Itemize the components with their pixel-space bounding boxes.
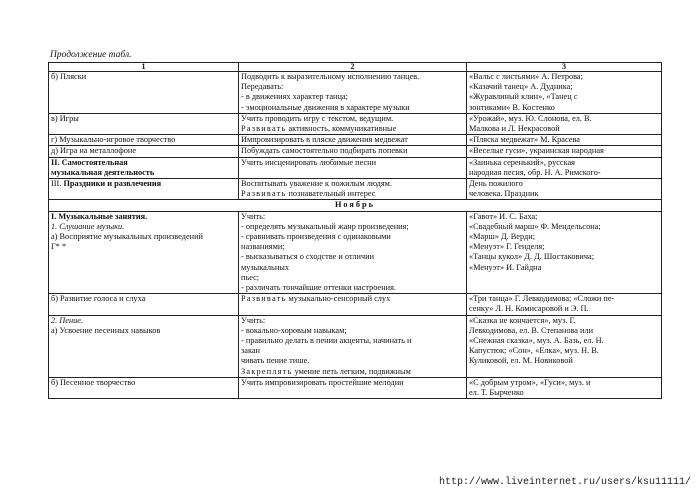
watermark-url[interactable]: http://www.liveinternet.ru/users/ksu11111/ (438, 477, 691, 488)
table-row (49, 72, 662, 114)
activity-line: б) Развитие голоса и слуха (51, 294, 146, 304)
repertoire-cell (467, 146, 662, 157)
goal-line: - определять музыкальный жанр произведения; (241, 221, 409, 231)
table-row (49, 113, 662, 134)
header-row (49, 63, 662, 72)
repertoire-line: «Журавлиный клин», «Танец с (469, 92, 578, 102)
activity-line: в) Игры (51, 113, 79, 123)
table-caption: Продолжение табл. (50, 50, 132, 60)
repertoire-line: «Три танца» Г. Левкодимова; «Сложи пе- (469, 294, 615, 304)
section-title: I. Музыкальные занятия. (51, 211, 148, 221)
goal-line: - высказываться о сходстве и отличии (241, 252, 375, 262)
header-cell: 3 (467, 63, 662, 72)
goal-line: Развивать познавательный интерес (241, 189, 376, 199)
repertoire-line: «Гавот» И. С. Баха; (469, 211, 538, 221)
activity-cell (49, 315, 239, 377)
activity-cell (49, 113, 239, 134)
table-row (49, 135, 662, 146)
repertoire-cell (467, 294, 662, 315)
repertoire-line: Левкодимова, ел. В. Степанова или (469, 325, 594, 335)
goals-cell (239, 211, 467, 294)
header-cell: 1 (49, 63, 239, 72)
repertoire-line: «Вальс с листьями» А. Петрова; (469, 72, 583, 81)
table-row (49, 157, 662, 178)
goal-line: закан (241, 346, 260, 356)
activity-line: а) Усвоение песенных навыков (51, 325, 161, 335)
activity-cell (49, 146, 239, 157)
repertoire-line: человека. Праздник (469, 189, 539, 199)
month-title: Ноябрь (49, 200, 662, 211)
repertoire-line: «Пляска медвежат» М. Красева (469, 135, 580, 145)
goal-line: Воспитывать уважение к пожилым людям. (241, 179, 392, 189)
goals-cell (239, 146, 467, 157)
activity-cell (49, 377, 239, 398)
lesson-plan-table (48, 62, 662, 399)
goals-cell (239, 113, 467, 134)
goal-line: Побуждать самостоятельно подбирать попевки (241, 146, 408, 156)
activity-cell (49, 157, 239, 178)
table-row (49, 377, 662, 398)
repertoire-line: народная песня, обр. Н. А. Римского- (469, 167, 601, 177)
goal-line: Учить импровизировать простейшие мелодии (241, 377, 404, 387)
activity-line: г) Музыкально-игровое творчество (51, 135, 176, 145)
subsection-title: 1. Слушание музыки. (51, 221, 125, 231)
activity-line: III. Праздники и развлечения (51, 179, 162, 189)
goal-line: - правильно делать в пении акценты, начинать и (241, 336, 412, 346)
goal-line: Подводить к выразительному исполнению танцев. (241, 72, 420, 81)
activity-line: а) Восприятие музыкальных произведений (51, 232, 203, 242)
goal-line: Передавать: (241, 82, 284, 92)
goals-cell (239, 157, 467, 178)
activity-line: б) Пляски (51, 72, 87, 81)
goal-line: Учить: (241, 315, 266, 325)
activity-cell (49, 294, 239, 315)
activity-cell (49, 72, 239, 114)
goal-line: музыкальных (241, 262, 289, 272)
activity-cell (49, 211, 239, 294)
repertoire-line: ел. Т. Бырченко (469, 388, 524, 398)
repertoire-cell (467, 157, 662, 178)
goal-line: пьес; (241, 272, 260, 282)
goal-line: - эмоциональные движения в характере музыки (241, 102, 410, 112)
goal-line: чивать пение тише. (241, 356, 310, 366)
repertoire-line: сенку» Л. Н. Комисаровой и Э. П. (469, 304, 589, 314)
repertoire-line: День пожилого (469, 179, 523, 189)
activity-line: б) Песенное творчество (51, 377, 136, 387)
goals-cell (239, 315, 467, 377)
repertoire-line: «Веселые гуси», украинская народная (469, 146, 604, 156)
goal-line: Развивать активность, коммуникативные (241, 124, 397, 134)
repertoire-line: «Свадебный марш» Ф. Мендельсона; (469, 221, 601, 231)
repertoire-line: «С добрым утром», «Гуси», муз. и (469, 377, 591, 387)
repertoire-cell (467, 72, 662, 114)
repertoire-line: «Снежная сказка», муз. А. Базь, ел. Н. (469, 336, 604, 346)
goals-cell (239, 72, 467, 114)
goals-cell (239, 179, 467, 200)
activity-cell (49, 179, 239, 200)
repertoire-cell (467, 211, 662, 294)
subsection-title: 2. Пение. (51, 315, 83, 325)
activity-line: музыкальная деятельность (51, 167, 155, 177)
repertoire-cell (467, 179, 662, 200)
month-row (49, 200, 662, 211)
repertoire-line: зонтиками» В. Костенко (469, 102, 555, 112)
goal-line: Развивать музыкально-сенсорный слух (241, 294, 391, 304)
activity-cell (49, 135, 239, 146)
goal-line: Импровизировать в пляске движения медвежат (241, 135, 408, 145)
table-row (49, 146, 662, 157)
goal-line: Учить проводить игру с текстом, ведущим. (241, 113, 394, 123)
repertoire-line: «Танцы кукол» Д. Д. Шостаковича; (469, 252, 595, 262)
repertoire-cell (467, 113, 662, 134)
goals-cell (239, 294, 467, 315)
repertoire-cell (467, 135, 662, 146)
table-row (49, 315, 662, 377)
table-row (49, 211, 662, 294)
repertoire-cell (467, 315, 662, 377)
table-row (49, 179, 662, 200)
repertoire-line: «Менуэт» Г. Генделя; (469, 242, 545, 252)
repertoire-cell (467, 377, 662, 398)
goals-cell (239, 377, 467, 398)
repertoire-line: «Казачий танец» А. Дудника; (469, 82, 573, 92)
goal-line: Учить: (241, 211, 266, 221)
goal-line: - вокально-хоровым навыкам; (241, 325, 347, 335)
activity-line: II. Самостоятельная (51, 157, 128, 167)
goal-line: Закреплять умение петь легким, подвижным (241, 366, 411, 376)
repertoire-line: «Заинька серенький», русская (469, 157, 575, 167)
goal-line: - различать тончайшие оттенки настроения. (241, 283, 396, 293)
repertoire-line: Капустюк; «Сон», «Елка», муз. Н. В. (469, 346, 599, 356)
repertoire-line: Куликовой, ел. М. Новиковой (469, 356, 573, 366)
goal-line: Учить инсценировать любимые песни (241, 157, 377, 167)
goal-line: названиями; (241, 242, 285, 252)
table-row (49, 294, 662, 315)
repertoire-line: «Сказка не кончается», муз. Г. (469, 315, 576, 325)
goal-line: - сравнивать произведения с одинаковыми (241, 232, 391, 242)
repertoire-line: «Марш» Д. Верди; (469, 232, 535, 242)
goal-line: - в движениях характер танца; (241, 92, 348, 102)
repertoire-line: Малкова и Л. Некрасовой (469, 124, 560, 134)
header-cell: 2 (239, 63, 467, 72)
activity-line: д) Игра на металлофоне (51, 146, 137, 156)
repertoire-line: «Менуэт» И. Гайдна (469, 262, 542, 272)
repertoire-line: «Урожай», муз. Ю. Слонова, ел. В. (469, 113, 592, 123)
goals-cell (239, 135, 467, 146)
activity-line: Г* * (51, 242, 67, 252)
